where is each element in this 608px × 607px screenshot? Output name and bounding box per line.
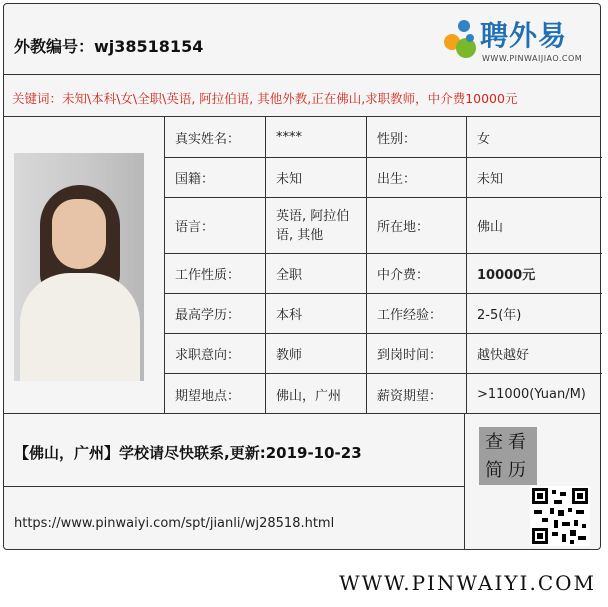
logo-icon (442, 18, 482, 64)
field-value: 10000元 (466, 254, 602, 293)
brand-logo[interactable] (442, 14, 592, 70)
resume-url-link[interactable]: https://www.pinwaiyi.com/spt/jianli/wj28518.html (14, 516, 335, 531)
teacher-photo (14, 153, 144, 381)
field-value: >11000(Yuan/M) (466, 374, 602, 414)
field-label: 真实姓名： (164, 117, 265, 157)
field-label: 性别： (366, 117, 466, 157)
table-row (164, 333, 602, 373)
table-row (164, 373, 602, 414)
field-label: 工作经验： (366, 294, 466, 333)
table-row (164, 293, 602, 333)
table-row (164, 253, 602, 293)
field-label: 语言： (164, 198, 265, 253)
field-label: 工作性质： (164, 254, 265, 293)
field-label: 中介费： (366, 254, 466, 293)
update-text: 【佛山，广州】学校请尽快联系,更新:2019-10-23 (14, 444, 362, 462)
field-label: 薪资期望： (366, 374, 466, 414)
teacher-id: 外教编号：wj38518154 (14, 37, 204, 56)
field-label: 求职意向： (164, 334, 265, 373)
field-value: 本科 (265, 294, 366, 333)
resume-card (3, 3, 601, 550)
field-value: 越快越好 (466, 334, 602, 373)
field-value: 佛山 (466, 198, 602, 253)
field-value: **** (265, 117, 366, 157)
qr-code-icon (530, 486, 590, 546)
field-label: 出生： (366, 158, 466, 197)
field-label: 所在地： (366, 198, 466, 253)
field-value: 未知 (466, 158, 602, 197)
field-value: 2-5(年) (466, 294, 602, 333)
card-footer (4, 414, 600, 549)
field-value: 英语, 阿拉伯语, 其他 (265, 198, 366, 253)
profile-section (4, 117, 600, 414)
field-value: 教师 (265, 334, 366, 373)
divider (4, 486, 464, 487)
profile-table (164, 117, 602, 414)
keywords-line: 关键词：未知\本科\女\全职\英语, 阿拉伯语, 其他外教,正在佛山,求职教师，中介费10000元 (4, 75, 600, 117)
card-header (4, 4, 600, 75)
view-resume-button[interactable]: 查看简历 (479, 427, 537, 485)
site-watermark: WWW.PINWAIYI.COM (339, 571, 596, 595)
field-value: 女 (466, 117, 602, 157)
logo-url: WWW.PINWAIJIAO.COM (482, 54, 583, 63)
divider (464, 414, 465, 549)
table-row (164, 197, 602, 253)
logo-brand: 聘外易 (480, 19, 568, 52)
field-label: 到岗时间： (366, 334, 466, 373)
field-value: 佛山，广州 (265, 374, 366, 414)
table-row (164, 117, 602, 157)
field-value: 全职 (265, 254, 366, 293)
field-label: 国籍： (164, 158, 265, 197)
field-value: 未知 (265, 158, 366, 197)
field-label: 期望地点： (164, 374, 265, 414)
table-row (164, 157, 602, 197)
field-label: 最高学历： (164, 294, 265, 333)
